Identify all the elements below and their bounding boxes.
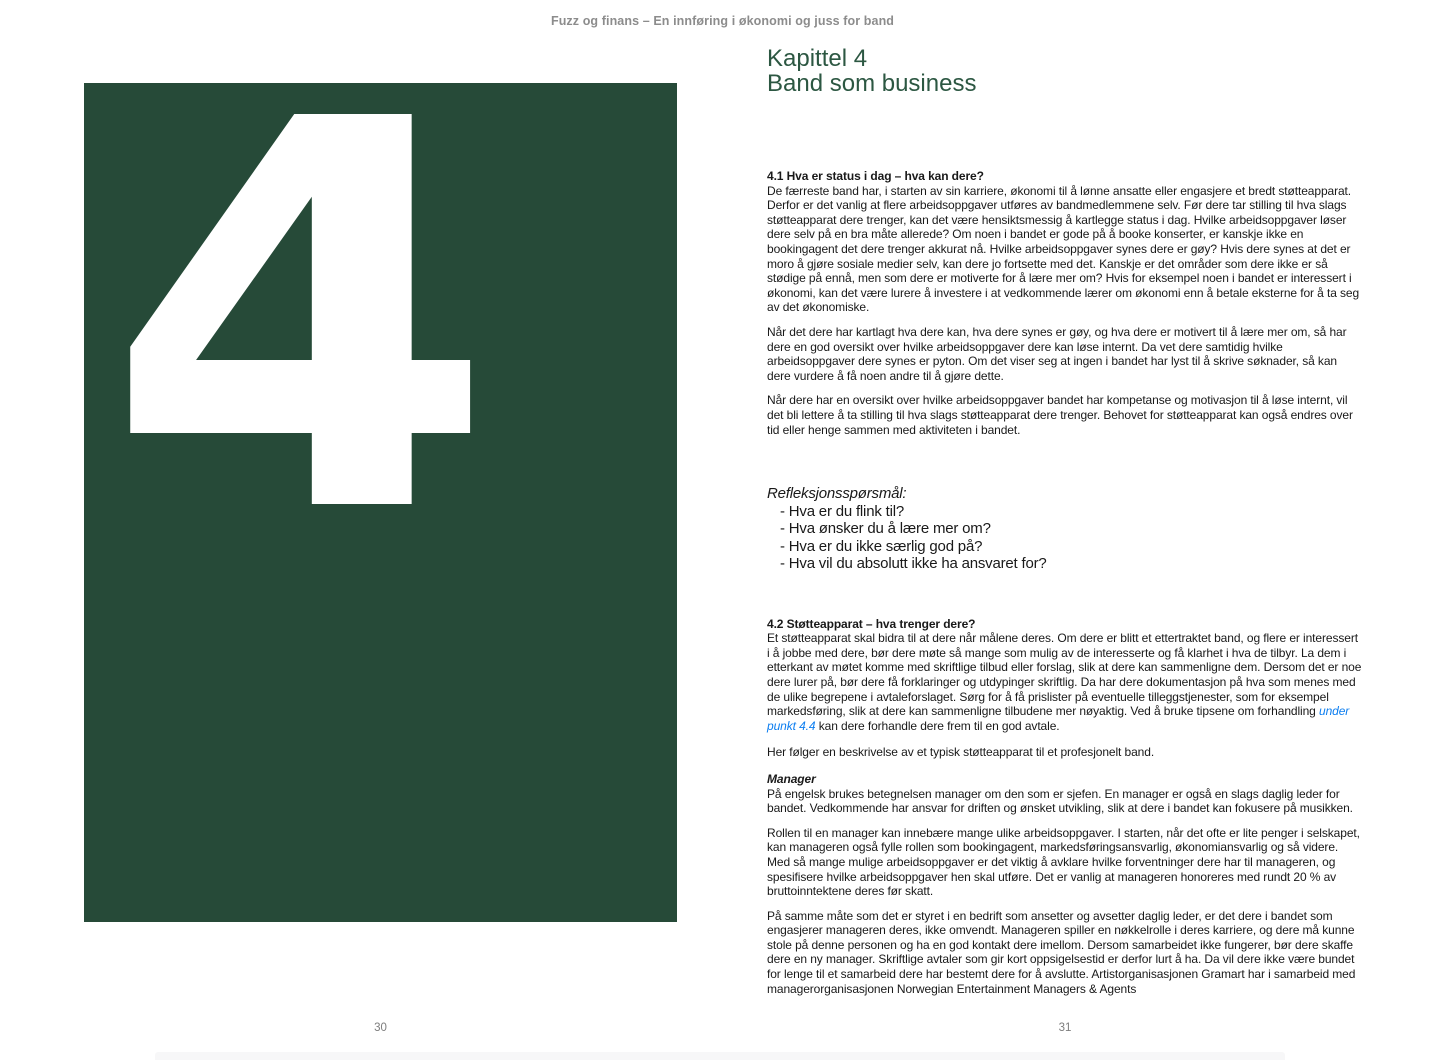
paragraph: Når dere har en oversikt over hvilke arbeidsoppgaver bandet har kompetanse og motivasjon til å løse internt, vil det bli lettere å ta stilling til hva slags støtteapparat dere trenger. Behovet for støtteapparat kan også endres over tid eller henge sammen med aktiviteten i bandet.: [767, 393, 1353, 437]
chapter-title-line2: Band som business: [767, 70, 977, 97]
chapter-numeral: 4: [105, 83, 496, 631]
running-header: Fuzz og finans – En innføring i økonomi og juss for band: [550, 14, 895, 28]
cross-reference-link[interactable]: under punkt 4.4: [767, 704, 1350, 733]
chapter-title-line1: Kapittel 4: [767, 45, 868, 72]
reflection-item: - Hva vil du absolutt ikke ha ansvaret for?: [780, 555, 1047, 573]
reflection-questions: [767, 485, 1363, 573]
section-4-2: [767, 617, 1363, 760]
paragraph-text: kan dere forhandle dere frem til en god avtale.: [815, 718, 1060, 733]
paragraph: På engelsk brukes betegnelsen manager om den som er sjefen. En manager er også en slags daglig leder for bandet. Vedkommende har ansvar for driften og ønsket utvikling, slik at dere i bandet kan fokusere på musikken.: [767, 786, 1353, 816]
page-number-right: 31: [1058, 1022, 1072, 1034]
reflection-heading: Refleksjonsspørsmål:: [767, 485, 907, 503]
reflection-item: - Hva er du flink til?: [780, 502, 904, 520]
manager-subsection: [767, 772, 1363, 996]
manager-heading: Manager: [767, 771, 816, 786]
section-4-1-heading: 4.1 Hva er status i dag – hva kan dere?: [767, 169, 984, 183]
reflection-item: - Hva er du ikke særlig god på?: [780, 537, 983, 555]
paragraph: Rollen til en manager kan innebære mange ulike arbeidsoppgaver. I starten, når det ofte er lite penger i selskapet, kan manageren også fylle rollen som bookingagent, markedsføringsansvarlig, økonomiansvarlig og så videre. Med så mange mulige arbeidsoppgaver er det viktig å avklare hvilke forventninger dere har til manageren, og spesifisere hvilke arbeidsoppgaver hen skal utføre. Det er vanlig at manageren honoreres med rundt 20 % av bruttoinntektene deres før skatt.: [767, 825, 1360, 899]
paragraph-with-link: [767, 631, 1363, 733]
chapter-title: [767, 46, 1363, 96]
paragraph: Her følger en beskrivelse av et typisk støtteapparat til et profesjonelt band.: [767, 745, 1155, 760]
section-4-1: [767, 169, 1363, 437]
paragraph: På samme måte som det er styret i en bedrift som ansetter og avsetter daglig leder, er det dere i bandet som engasjerer manageren deres, ikke omvendt. Manageren spiller en nøkkelrolle i deres karriere, og dere må kunne stole på denne personen og ha en god kontakt dere imellom. Dersom samarbeidet ikke fungerer, bør dere skaffe dere en ny manager. Skriftlige avtaler som gir kort oppsigelsestid er derfor lurt å ha. Da vil dere ikke være bundet for lenge til et samarbeid dere har bestemt dere for å avslutte. Artistorganisasjonen Gramart har i samarbeid med managerorganisasjonen Norwegian Entertainment Managers & Agents: [767, 908, 1356, 996]
right-page-column: [767, 46, 1363, 996]
section-4-2-heading: 4.2 Støtteapparat – hva trenger dere?: [767, 616, 976, 631]
paragraph: Når det dere har kartlagt hva dere kan, hva dere synes er gøy, og hva dere er motivert til å lære mer om, så har dere en god oversikt over hvilke arbeidsoppgaver dere kan løse internt. Da vet dere samtidig hvilke arbeidsoppgaver dere synes er pyton. Om det viser seg at ingen i bandet har lyst til å skrive søknader, så kan dere vurdere å få noen andre til å gjøre dette.: [767, 324, 1347, 383]
reflection-item: - Hva ønsker du å lære mer om?: [780, 520, 991, 538]
next-page-edge: [155, 1052, 1285, 1060]
paragraph: De færreste band har, i starten av sin karriere, økonomi til å lønne ansatte eller engasjere et bredt støtteapparat. Derfor er det vanlig at flere arbeidsoppgaver utføres av bandmedlemmene selv. Før dere tar stilling til hva slags støtteapparat dere trenger, kan det være hensiktsmessig å kartlegge status i dag. Hvilke arbeidsoppgaver løser dere selv på en bra måte allerede? Om noen i bandet er gode på å booke konserter, er kanskje ikke en bookingagent det dere trenger akkurat nå. Hvilke arbeidsoppgaver synes dere er gøy? Hvis dere synes at det er moro å gjøre sosiale medier selv, kan dere jo fortsette med det. Kanskje er det områder som dere ikke er så stødige på ennå, men som dere er motiverte for å lære mer om? Hvis for eksempel noen i bandet er interessert i økonomi, kan det være lurere å investere i at vedkommende lærer om økonomi enn å betale eksterne for å ta seg av det økonomiske.: [767, 183, 1360, 315]
paragraph-text: Et støtteapparat skal bidra til at dere når målene deres. Om dere er blitt et ettertraktet band, og flere er interessert i å jobbe med dere, bør dere møte så mange som mulig av de interesserte og få klarhet i hva de tilbyr. La dem i etterkant av møtet komme med skriftlige tilbud eller forslag, slik at dere kan sammenligne dem. Dersom det er noe dere lurer på, bør dere få forklaringer og utdypinger skriftlig. Da har dere dokumentasjon på hva som menes med de ulike begrepene i avtaleforslaget. Sørg for å få prislister på eventuelle tilleggstjenester, som for eksempel markedsføring, slik at dere kan sammenligne tilbudene mer nøyaktig. Ved å bruke tipsene om forhandling: [767, 631, 1362, 719]
page-number-left: 30: [374, 1022, 387, 1034]
chapter-number-block: [84, 83, 677, 922]
